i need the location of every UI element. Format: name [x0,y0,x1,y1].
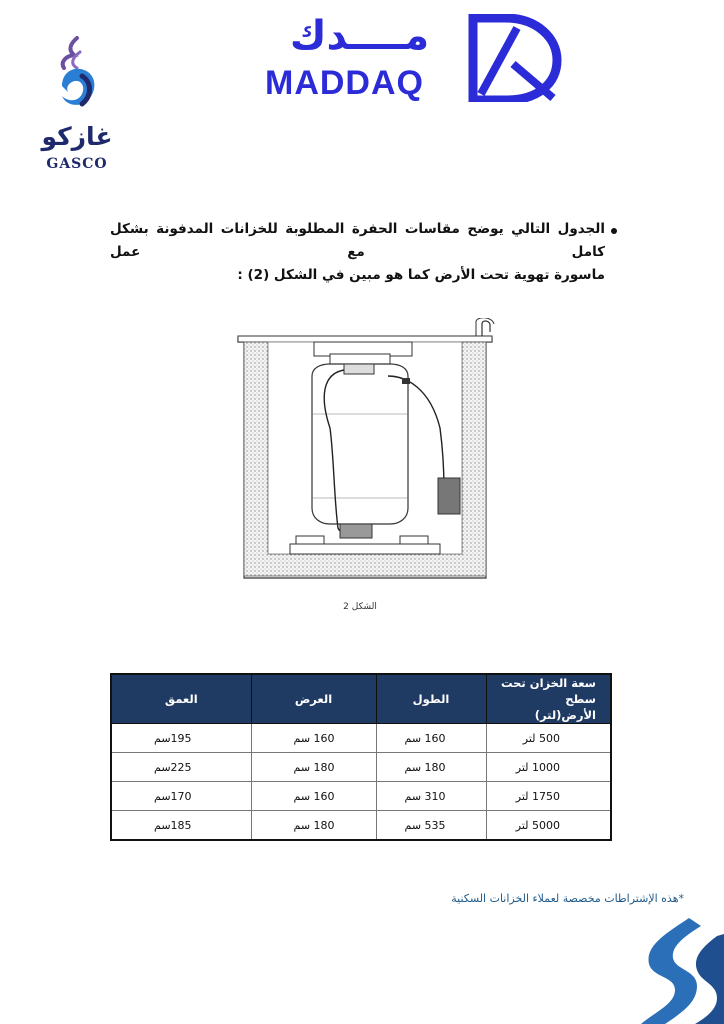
cell-depth: 225سم [111,753,251,782]
header-capacity-line-1: سعة الخزان تحت سطح [500,676,596,706]
cell-length: 160 سم [376,724,486,753]
table-row [111,753,611,782]
cell-depth: 185سم [111,811,251,841]
maddaq-arabic-name: مــــدك [289,13,430,59]
cell-length: 535 سم [376,811,486,841]
bullet-icon [611,228,617,234]
cell-capacity: 500 لتر [486,724,611,753]
cell-length: 310 سم [376,782,486,811]
intro-line-1: الجدول التالي يوضح مقاسات الحفرة المطلوبة للخزانات المدفونة بشكل كامل مع عمل [110,221,605,260]
cell-depth: 195سم [111,724,251,753]
maddaq-english-name: MADDAQ [265,64,424,102]
table-row [111,782,611,811]
header-length: الطول [376,674,486,724]
tank-diagram-drawing [230,318,500,586]
header-capacity [486,674,611,724]
cell-capacity: 1000 لتر [486,753,611,782]
footnote: *هذه الإشتراطات مخصصة لعملاء الخزانات السكنية [451,892,684,905]
intro-line-2: ماسورة تهوية تحت الأرض كما هو مبين في الشكل (2) : [237,267,605,283]
cell-depth: 170سم [111,782,251,811]
header-width: العرض [251,674,376,724]
table-header-row [111,674,611,724]
gasco-arabic-name: غازكو [41,122,113,151]
gasco-logo [22,30,132,180]
header-depth: العمق [111,674,251,724]
cell-length: 180 سم [376,753,486,782]
pit-dimensions-table [110,673,612,841]
maddaq-mark-icon [467,14,563,102]
cell-width: 160 سم [251,782,376,811]
corner-wave-logo-icon [605,912,724,1024]
cell-width: 160 سم [251,724,376,753]
intro-paragraph [110,218,605,287]
gasco-flame-icon [22,30,132,122]
table-row [111,811,611,841]
table-row [111,724,611,753]
header-capacity-line-2: الأرض(لتر) [534,708,596,722]
cell-capacity: 5000 لتر [486,811,611,841]
cell-width: 180 سم [251,753,376,782]
cell-capacity: 1750 لتر [486,782,611,811]
gasco-english-name: GASCO [46,156,108,172]
maddaq-logo [255,12,565,104]
figure-caption: الشكل 2 [343,602,377,612]
cell-width: 180 سم [251,811,376,841]
tank-diagram [230,318,500,586]
